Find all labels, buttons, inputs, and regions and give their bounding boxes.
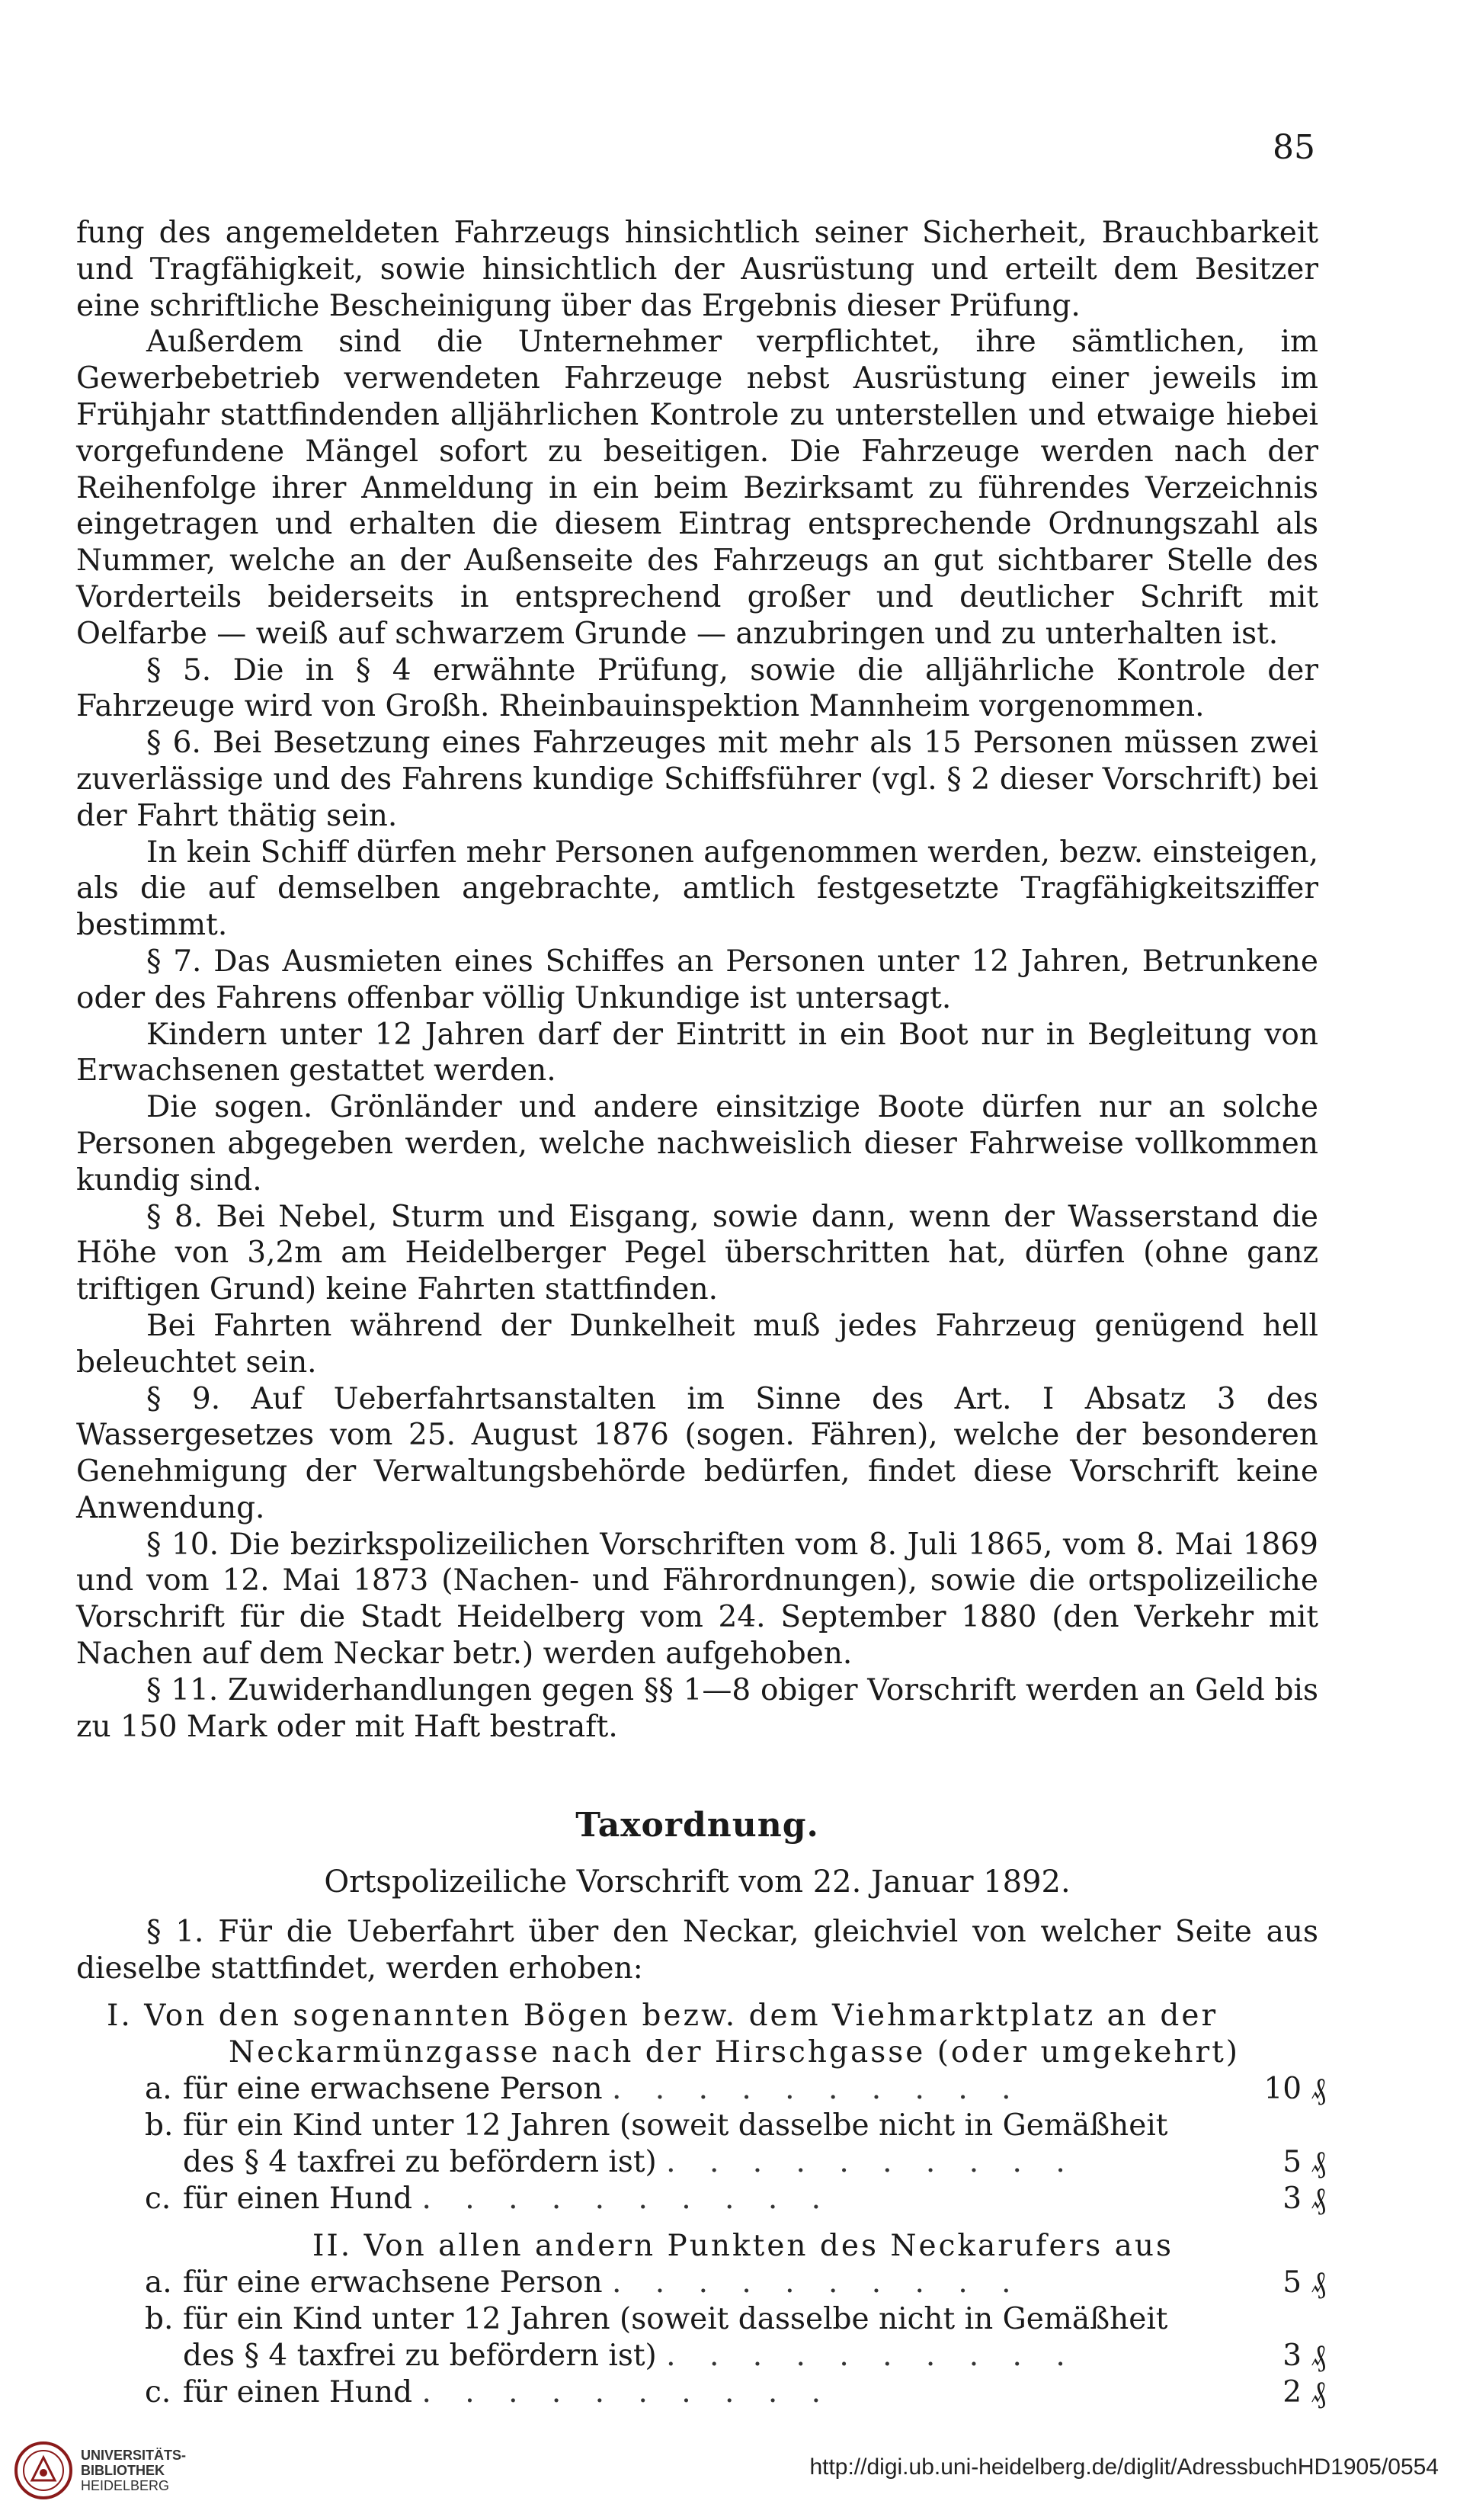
item-letter: c. xyxy=(145,2182,171,2217)
item-description xyxy=(145,2338,1242,2374)
paragraph: Die sogen. Grönländer und andere einsitzige Boote dürfen nur an solche Personen abgegeben werden, welche nachweislich dieser Fahrweise vollkommen kundig sind. xyxy=(76,1090,1318,1197)
paragraph-section-10: § 10. Die bezirkspolizeilichen Vorschriften vom 8. Juli 1865, vom 8. Mai 1869 und vom 12. Mai 1873 (Nachen- und Fährordnungen), sowie die ortspolizeiliche Vorschrift für die Stadt Heidelberg vom 24. September 1880 (den Verkehr mit Nachen auf dem Neckar betr.) werden aufgehoben. xyxy=(76,1527,1318,1672)
source-url-link[interactable]: http://digi.ub.uni-heidelberg.de/diglit/AdressbuchHD1905/0554 xyxy=(809,2454,1439,2480)
tariff-intro: § 1. Für die Ueberfahrt über den Neckar, gleichviel von welcher Seite aus dieselbe stattfindet, werden erhoben: xyxy=(76,1915,1318,1986)
leader-dots: . . . . . . . . . . xyxy=(666,2145,1078,2180)
paragraph-section-11: § 11. Zuwiderhandlungen gegen §§ 1—8 obiger Vorschrift werden an Geld bis zu 150 Mark oder mit Haft bestraft. xyxy=(76,1672,1318,1744)
tariff-section-2-heading: II. Von allen andern Punkten des Neckarufers aus xyxy=(312,2229,1174,2264)
item-description xyxy=(183,2265,1242,2301)
paragraph: fung des angemeldeten Fahrzeugs hinsichtlich seiner Sicherheit, Brauchbarkeit und Tragfähigkeit, sowie hinsichtlich der Ausrüstung und erteilt dem Besitzer eine schriftliche Bescheinigung über das Ergebnis dieser Prüfung. xyxy=(76,216,1318,323)
item-text: für ein Kind unter 12 Jahren (soweit dasselbe nicht in Gemäßheit xyxy=(183,2108,1168,2143)
table-row xyxy=(145,2374,1326,2411)
leader-dots: . . . . . . . . . . xyxy=(611,2072,1023,2107)
library-logo[interactable] xyxy=(14,2441,186,2500)
page-number: 85 xyxy=(1273,128,1315,167)
item-price: 5 ₰ xyxy=(1282,2265,1326,2300)
paragraph-section-7: § 7. Das Ausmieten eines Schiffes an Personen unter 12 Jahren, Betrunkene oder des Fahrens offenbar völlig Unkundige ist untersagt. xyxy=(76,944,1318,1015)
paragraph-section-5: § 5. Die in § 4 erwähnte Prüfung, sowie die alljährliche Kontrole der Fahrzeuge wird von Großh. Rheinbauinspektion Mannheim vorgenommen. xyxy=(76,652,1318,724)
tariff-section-1-heading xyxy=(76,1998,1318,2071)
library-name-line: HEIDELBERG xyxy=(81,2478,170,2493)
leader-dots: . . . . . . . . . . xyxy=(611,2265,1023,2300)
item-description xyxy=(183,2374,1242,2411)
leader-dots: . . . . . . . . . . xyxy=(666,2339,1078,2374)
item-text: für eine erwachsene Person xyxy=(183,2265,603,2300)
paragraph-section-9: § 9. Auf Ueberfahrtsanstalten im Sinne des Art. I Absatz 3 des Wassergesetzes vom 25. August 1876 (sogen. Fähren), welche der besonderen Genehmigung der Verwaltungsbehörde bedürfen, findet diese Vorschrift keine Anwendung. xyxy=(76,1381,1318,1525)
item-price: 5 ₰ xyxy=(1282,2145,1326,2180)
item-price: 3 ₰ xyxy=(1282,2182,1326,2217)
item-letter: a. xyxy=(145,2265,172,2300)
leader-dots: . . . . . . . . . . xyxy=(421,2182,834,2217)
table-row xyxy=(145,2338,1326,2374)
item-price: 2 ₰ xyxy=(1282,2375,1326,2410)
paragraph: In kein Schiff dürfen mehr Personen aufgenommen werden, bezw. einsteigen, als die auf demselben angebrachte, amtlich festgesetzte Tragfähigkeitsziffer bestimmt. xyxy=(76,835,1318,943)
item-letter: c. xyxy=(145,2375,171,2410)
table-row xyxy=(145,2144,1326,2181)
leader-dots: . . . . . . . . . . xyxy=(421,2375,834,2410)
library-name-line: UNIVERSITÄTS- xyxy=(81,2448,187,2463)
tariff-table-2 xyxy=(145,2265,1326,2411)
table-row xyxy=(145,2265,1326,2301)
table-row xyxy=(145,2181,1326,2217)
paragraph: Kindern unter 12 Jahren darf der Eintritt in ein Boot nur in Begleitung von Erwachsenen gestattet werden. xyxy=(76,1017,1318,1088)
library-name xyxy=(81,2448,186,2493)
paragraph: Außerdem sind die Unternehmer verpflichtet, ihre sämtlichen, im Gewerbebetrieb verwendeten Fahrzeuge nebst Ausrüstung einer jeweils im Frühjahr stattfindenden alljährlichen Kontrole zu unterstellen und etwaige hiebei vorgefundene Mängel sofort zu beseitigen. Die Fahrzeuge werden nach der Reihenfolge ihrer Anmeldung in ein beim Bezirksamt zu führendes Verzeichnis eingetragen und erhalten die diesem Eintrag entsprechende Ordnungszahl als Nummer, welche an der Außenseite des Fahrzeugs an gut sichtbarer Stelle des Vorderteils beiderseits in entsprechend großer und deutlicher Schrift mit Oelfarbe — weiß auf schwarzem Grunde — anzubringen und zu unterhalten ist. xyxy=(76,325,1318,651)
item-letter: a. xyxy=(145,2072,172,2107)
item-description xyxy=(183,2071,1242,2108)
item-price: 10 ₰ xyxy=(1263,2072,1326,2107)
paragraph: Bei Fahrten während der Dunkelheit muß jedes Fahrzeug genügend hell beleuchtet sein. xyxy=(76,1308,1318,1380)
footer-bar xyxy=(0,2432,1457,2520)
university-seal-icon xyxy=(14,2441,73,2500)
tariff-subtitle: Ortspolizeiliche Vorschrift vom 22. Januar 1892. xyxy=(324,1864,1071,1900)
tariff-title: Taxordnung. xyxy=(575,1806,819,1845)
item-description xyxy=(145,2144,1242,2181)
table-row xyxy=(145,2071,1326,2108)
item-text: für einen Hund xyxy=(183,2375,413,2410)
item-letter: b. xyxy=(145,2302,174,2337)
body-text xyxy=(76,215,1326,2411)
item-text: für ein Kind unter 12 Jahren (soweit dasselbe nicht in Gemäßheit xyxy=(183,2302,1168,2337)
item-text: des § 4 taxfrei zu befördern ist) xyxy=(183,2145,657,2180)
item-text: für einen Hund xyxy=(183,2182,413,2217)
table-row xyxy=(145,2301,1326,2338)
item-description xyxy=(183,2181,1242,2217)
item-price: 3 ₰ xyxy=(1282,2339,1326,2374)
paragraph-section-6: § 6. Bei Besetzung eines Fahrzeuges mit mehr als 15 Personen müssen zwei zuverlässige und des Fahrens kundige Schiffsführer (vgl. § 2 dieser Vorschrift) bei der Fahrt thätig sein. xyxy=(76,726,1318,833)
item-text: für eine erwachsene Person xyxy=(183,2072,603,2107)
section-heading-line: I. Von den sogenannten Bögen bezw. dem Viehmarktplatz an der xyxy=(107,1999,1218,2034)
tariff-table-1 xyxy=(145,2071,1326,2217)
item-text: des § 4 taxfrei zu befördern ist) xyxy=(183,2339,657,2374)
section-heading-line: Neckarmünzgasse nach der Hirschgasse (oder umgekehrt) xyxy=(229,2035,1240,2070)
paragraph-section-8: § 8. Bei Nebel, Sturm und Eisgang, sowie dann, wenn der Wasserstand die Höhe von 3,2m am Heidelberger Pegel überschritten hat, dürfen (ohne ganz triftigen Grund) keine Fahrten stattfinden. xyxy=(76,1199,1318,1307)
library-name-line: BIBLIOTHEK xyxy=(81,2463,165,2478)
item-letter: b. xyxy=(145,2108,174,2143)
table-row xyxy=(145,2108,1326,2144)
